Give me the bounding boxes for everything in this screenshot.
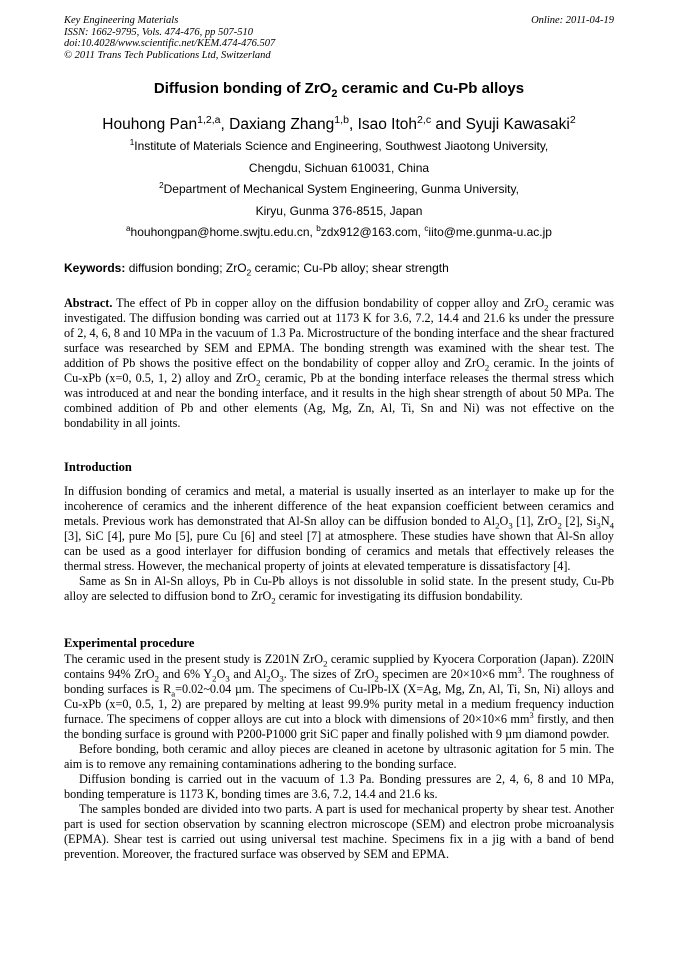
affiliation-2-line-2: Kiryu, Gunma 376-8515, Japan xyxy=(255,204,423,218)
email-line: $^a$houhongpan@home.swjtu.edu.cn, $^b$zdx912@163.com, $^c$iito@me.gunma-u.ac.jp xyxy=(126,224,552,239)
abstract: Abstract. The effect of Pb in copper alloy on the diffusion bondability of copper alloy and ZrO$_2$ ceramic was investigated. The diffusion bonding was carried out at 1173 K for 3.6, 7.2, 14.4 and 21.6 ks under the pressure of 2, 4, 6, 8 and 10 MPa in the vacuum of 1.3 Pa. Microstructure of the bonding interface and the shear fractured surface was researched by SEM and EPMA. The bonding strength was examined with the shear test. The addition of Pb shows the positive effect on the bondability of copper alloy and ZrO$_2$ ceramic. In the joints of Cu-xPb (x=0, 0.5, 1, 2) alloy and ZrO$_2$ ceramic, Pb at the bonding interface releases the thermal stress which was introduced at and near the bonding interface, and it results in the high shear strength of about 50 MPa. The combined addition of Pb and other elements (Ag, Mg, Zn, Al, Ti, Sn and Ni) was not effective on the bondability in all joints. xyxy=(64,296,615,430)
affiliation-2-line-1: $^2$Department of Mechanical System Engineering, Gunma University, xyxy=(159,181,519,196)
affiliation-1-line-1: $^1$Institute of Materials Science and Engineering, Southwest Jiaotong University, xyxy=(129,138,549,153)
paper-title: Diffusion bonding of ZrO$_2$ ceramic and Cu-Pb alloys xyxy=(153,80,525,100)
email-a: houhongpan@home.swjtu.edu.cn xyxy=(130,225,310,239)
author-name: Houhong Pan xyxy=(102,116,198,133)
journal-header xyxy=(64,15,275,61)
author-list: Houhong Pan$^{1,2,a}$, Daxiang Zhang$^{1,b}$, Isao Itoh$^{2,c}$ and Syuji Kawasaki$^2$ xyxy=(102,113,576,133)
author-name: Isao Itoh xyxy=(357,116,418,133)
email-c: iito@me.gunma-u.ac.jp xyxy=(428,225,552,239)
doi-line: doi:10.4028/www.scientific.net/KEM.474-476.507 xyxy=(64,38,276,50)
section-heading-introduction: Introduction xyxy=(64,460,132,474)
keywords: Keywords: diffusion bonding; ZrO$_2$ ceramic; Cu-Pb alloy; shear strength xyxy=(64,261,449,278)
issn-line: ISSN: 1662-9795, Vols. 474-476, pp 507-510 xyxy=(64,26,253,38)
affiliation-1-line-2: Chengdu, Sichuan 610031, China xyxy=(248,161,430,175)
introduction-body: In diffusion bonding of ceramics and metal, a material is usually inserted as an interlayer to make up for the incoherence of ceramics and the inherent difference of the heat expansion coefficient between ceramics and metals. Previous work has demonstrated that Al-Sn alloy can be diffusion bonded to $Al_2O_3$ [1], ZrO$_2$ [2], $Si_3N_4$ [3], SiC [4], pure Mo [5], pure Cu [6] and steel [7] at atmosphere. These studies have shown that Al-Sn alloy can be used as a good interlayer for diffusion bonding of ceramics and metals that effectively releases the thermal stress. However, the mechanical property of joints at elevated temperature is dissatisfactory [4]. Same as Sn in Al-Sn alloys, Pb in Cu-Pb alloys is not dissoluble in solid state. In the present study, Cu-Pb alloy are selected to diffusion bond to ZrO$_2$ ceramic for investigating its diffusion bondability. xyxy=(64,484,615,606)
email-b: zdx912@163.com xyxy=(320,225,418,239)
abstract-label: Abstract. xyxy=(64,296,113,310)
copyright-line: © 2011 Trans Tech Publications Ltd, Switzerland xyxy=(64,49,271,61)
experimental-body: The ceramic used in the present study is Z201N ZrO$_2$ ceramic supplied by Kyocera Corporation (Japan). Z20lN contains 94% ZrO$_2$ and 6% $Y_2O_3$ and $Al_2O_3$. The sizes of ZrO$_2$ specimen are 20×10×6 $mm^3$. The roughness of bonding surfaces is $R_a=0.02\sim 0.04$ µm. The specimens of Cu-lPb-lX (X=Ag, Mg, Zn, Al, Ti, Sn, Ni) alloys and Cu-xPb (x=0, 0.5, 1, 2) are prepared by melting at least 99.9% purity metal in a medium frequency induction furnace. The specimens of copper alloys are cut into a block with dimensions of 20×10×6 $mm^3$ firstly, and then the bonding surface is ground with P200-P1000 grit SiC paper and finally polished with 9 µm diamond powder. Before bonding, both ceramic and alloy pieces are cleaned in acetone by ultrasonic agitation for 5 min. The aim is to remove any remaining contaminations adhering to the bonding surface. Diffusion bonding is carried out in the vacuum of 1.3 Pa. Bonding pressures are 2, 4, 6, 8 and 10 MPa, bonding temperature is 1173 K, bonding times are 3.6, 7.2, 14.4 and 21.6 ks. The samples bonded are divided into two parts. A part is used for mechanical property by shear test. Another part is used for section observation by scanning electron microscope (SEM) and electron probe microanalysis (EPMA). Shear test is carried out using universal test machine. Specimens fix in a jig with a band of bend prevention. Moreover, the fractured surface was observed by SEM and EPMA. xyxy=(64,652,615,861)
section-heading-experimental: Experimental procedure xyxy=(64,636,195,650)
author-name: Syuji Kawasaki xyxy=(465,116,570,133)
author-name: Daxiang Zhang xyxy=(229,116,335,133)
journal-name: Key Engineering Materials xyxy=(64,15,179,26)
online-date: Online: 2011-04-19 xyxy=(531,15,614,26)
